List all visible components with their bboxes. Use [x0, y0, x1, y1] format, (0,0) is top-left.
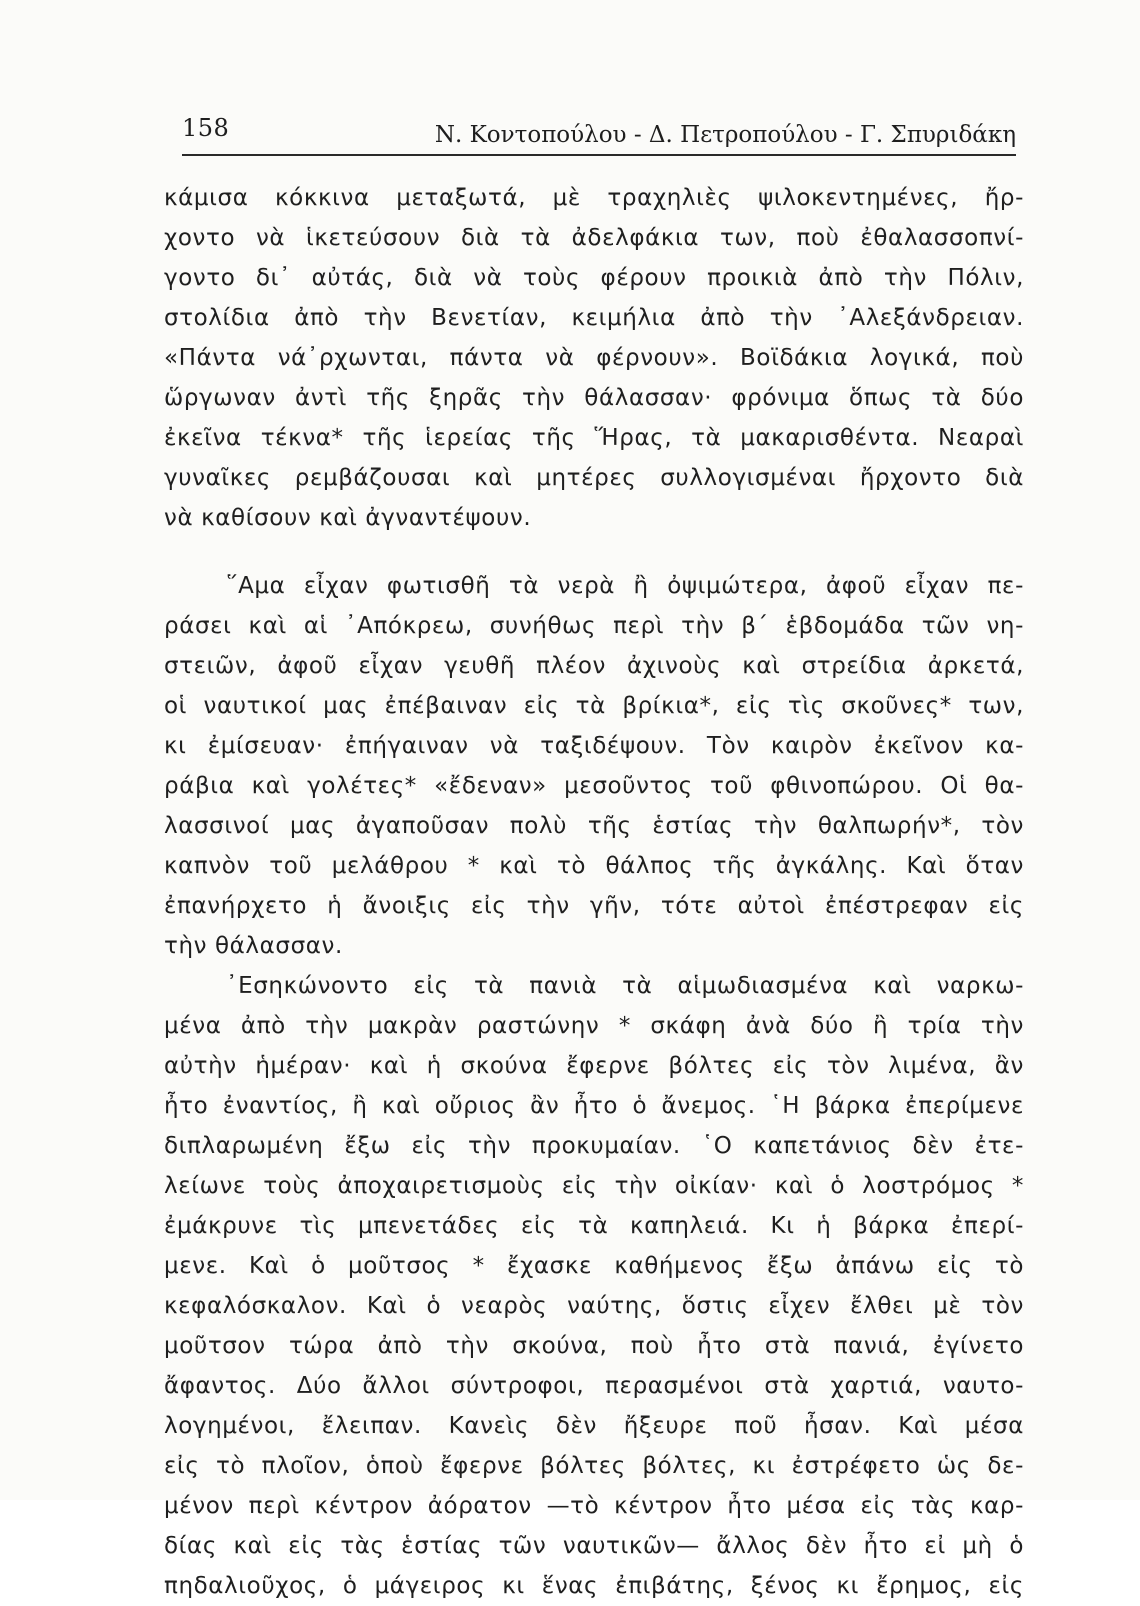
text-line: ράβια καὶ γολέτες* «ἔδεναν» μεσοῦντος τοῦ φθινοπώρου. Οἱ θα- — [164, 773, 1024, 799]
text-line: «Πάντα νά᾽ρχωνται, πάντα νὰ φέρνουν». Βοϊδάκια λογικά, ποὺ — [164, 345, 1024, 371]
text-line: μένον περὶ κέντρον ἀόρατον —τὸ κέντρον ἦτο μέσα εἰς τὰς καρ- — [164, 1493, 1024, 1519]
text-line: κεφαλόσκαλον. Καὶ ὁ νεαρὸς ναύτης, ὅστις εἶχεν ἔλθει μὲ τὸν — [164, 1293, 1024, 1319]
paragraph — [164, 566, 1024, 966]
text-line: γυναῖκες ρεμβάζουσαι καὶ μητέρες συλλογισμέναι ἤρχοντο διὰ — [164, 465, 1024, 491]
text-line: μοῦτσον τώρα ἀπὸ τὴν σκούνα, ποὺ ἦτο στὰ πανιά, ἐγίνετο — [164, 1333, 1024, 1359]
text-line: λασσινοί μας ἀγαποῦσαν πολὺ τῆς ἑστίας τὴν θαλπωρήν*, τὸν — [164, 813, 1024, 839]
text-line: χοντο νὰ ἱκετεύσουν διὰ τὰ ἀδελφάκια των, ποὺ ἐθαλασσοπνί- — [164, 225, 1024, 251]
body-text — [164, 178, 1024, 1606]
text-line: νὰ καθίσουν καὶ ἀγναντέψουν. — [164, 505, 532, 531]
text-line: μενε. Καὶ ὁ μοῦτσος * ἔχασκε καθήμενος ἔξω ἀπάνω εἰς τὸ — [164, 1253, 1024, 1279]
text-line: καπνὸν τοῦ μελάθρου * καὶ τὸ θάλπος τῆς ἀγκάλης. Καὶ ὅταν — [164, 853, 1024, 879]
paragraph — [164, 178, 1024, 538]
page-header — [182, 108, 1016, 156]
text-line: ἐμάκρυνε τὶς μπενετάδες εἰς τὰ καπηλειά. Κι ἡ βάρκα ἐπερί- — [164, 1213, 1024, 1239]
text-line: οἱ ναυτικοί μας ἐπέβαιναν εἰς τὰ βρίκια*, εἰς τὶς σκοῦνες* των, — [164, 693, 1024, 719]
text-line: μένα ἀπὸ τὴν μακρὰν ραστώνην * σκάφη ἀνὰ δύο ἢ τρία τὴν — [164, 1013, 1024, 1039]
text-line: αὐτὴν ἡμέραν· καὶ ἡ σκούνα ἔφερνε βόλτες εἰς τὸν λιμένα, ἂν — [164, 1053, 1024, 1079]
text-line: ἐπανήρχετο ἡ ἄνοιξις εἰς τὴν γῆν, τότε αὐτοὶ ἐπέστρεφαν εἰς — [164, 893, 1024, 919]
text-line: ἄφαντος. Δύο ἄλλοι σύντροφοι, περασμένοι στὰ χαρτιά, ναυτο- — [164, 1373, 1024, 1399]
text-line: λογημένοι, ἔλειπαν. Κανεὶς δὲν ἤξευρε ποῦ ἦσαν. Καὶ μέσα — [164, 1413, 1024, 1439]
text-line: κάμισα κόκκινα μεταξωτά, μὲ τραχηλιὲς ψιλοκεντημένες, ἤρ- — [164, 185, 1024, 211]
text-line: τὴν θάλασσαν. — [164, 933, 343, 959]
text-line: διπλαρωμένη ἔξω εἰς τὴν προκυμαίαν. ῾Ο καπετάνιος δὲν ἐτε- — [164, 1133, 1024, 1159]
text-line: ἦτο ἐναντίος, ἢ καὶ οὔριος ἂν ἦτο ὁ ἄνεμος. ῾Η βάρκα ἐπερίμενε — [164, 1093, 1024, 1119]
paragraph — [164, 966, 1024, 1606]
text-line: γοντο δι᾽ αὐτάς, διὰ νὰ τοὺς φέρουν προικιὰ ἀπὸ τὴν Πόλιν, — [164, 265, 1024, 291]
text-line: στειῶν, ἀφοῦ εἶχαν γευθῆ πλέον ἀχινοὺς καὶ στρείδια ἀρκετά, — [164, 653, 1024, 679]
text-line: λείωνε τοὺς ἀποχαιρετισμοὺς εἰς τὴν οἰκίαν· καὶ ὁ λοστρόμος * — [164, 1173, 1024, 1199]
text-line: ᾽Εσηκώνοντο εἰς τὰ πανιὰ τὰ αἱμωδιασμένα καὶ ναρκω- — [226, 973, 1024, 999]
text-line: στολίδια ἀπὸ τὴν Βενετίαν, κειμήλια ἀπὸ τὴν ᾽Αλεξάνδρειαν. — [164, 305, 1024, 331]
text-line: δίας καὶ εἰς τὰς ἑστίας τῶν ναυτικῶν— ἄλλος δὲν ἦτο εἰ μὴ ὁ — [164, 1533, 1024, 1559]
text-line: ὥργωναν ἀντὶ τῆς ξηρᾶς τὴν θάλασσαν· φρόνιμα ὅπως τὰ δύο — [164, 385, 1024, 411]
text-line: ράσει καὶ αἱ ᾽Απόκρεω, συνήθως περὶ τὴν β´ ἑβδομάδα τῶν νη- — [164, 613, 1024, 639]
text-line: πηδαλιοῦχος, ὁ μάγειρος κι ἕνας ἐπιβάτης, ξένος κι ἔρημος, εἰς — [164, 1573, 1024, 1599]
running-head-authors: Ν. Κοντοπούλου - Δ. Πετροπούλου - Γ. Σπυριδάκη — [434, 122, 1016, 148]
text-line: ἐκεῖνα τέκνα* τῆς ἱερείας τῆς Ἥρας, τὰ μακαρισθέντα. Νεαραὶ — [164, 425, 1024, 451]
text-line: εἰς τὸ πλοῖον, ὁποὺ ἔφερνε βόλτες βόλτες, κι ἐστρέφετο ὡς δε- — [164, 1453, 1024, 1479]
text-line: ῞Αμα εἶχαν φωτισθῆ τὰ νερὰ ἢ ὀψιμώτερα, ἀφοῦ εἶχαν πε- — [226, 573, 1024, 599]
text-line: κι ἐμίσευαν· ἐπήγαιναν νὰ ταξιδέψουν. Τὸν καιρὸν ἐκεῖνον κα- — [164, 733, 1024, 759]
page-number: 158 — [182, 114, 230, 142]
